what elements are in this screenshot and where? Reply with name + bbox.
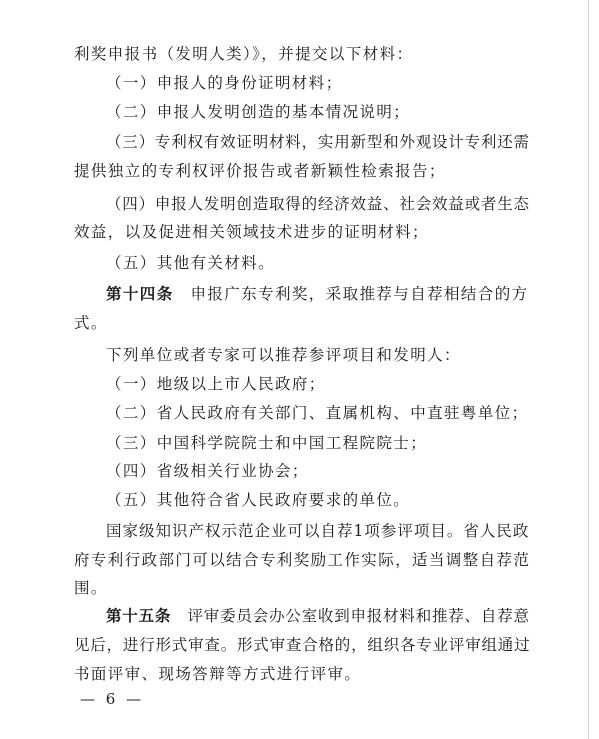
text-line: 效益，以及促进相关领域技术进步的证明材料； xyxy=(74,223,429,241)
article-14-line: 第十四条 申报广东专利奖，采取推荐与自荐相结合的方 xyxy=(106,284,529,303)
text-line: （五）其他符合省人民政府要求的单位。 xyxy=(106,491,411,509)
text-line: （四）申报人发明创造取得的经济效益、社会效益或者生态 xyxy=(106,195,530,213)
text-line: （三）专利权有效证明材料，实用新型和外观设计专利还需 xyxy=(106,133,530,151)
text-line: （一）申报人的身份证明材料； xyxy=(106,74,343,92)
text-line: 书面评审、现场答辩等方式进行评审。 xyxy=(74,665,362,683)
article-14-heading: 第十四条 xyxy=(106,284,174,303)
text-line: （一）地级以上市人民政府； xyxy=(106,375,326,393)
article-15-heading: 第十五条 xyxy=(106,606,172,625)
page-number: — 6 — xyxy=(80,690,145,708)
text-line: 国家级知识产权示范企业可以自荐1项参评项目。省人民政 xyxy=(106,522,530,540)
text-line: 围。 xyxy=(74,579,108,597)
text-line: （二）申报人发明创造的基本情况说明； xyxy=(106,103,411,121)
text-line: 利奖申报书（发明人类）》，并提交以下材料： xyxy=(74,45,414,63)
text-line: （三）中国科学院院士和中国工程院院士； xyxy=(106,434,428,452)
text-line: 府专利行政部门可以结合专利奖励工作实际，适当调整自荐范 xyxy=(74,551,531,569)
text-line: 式。 xyxy=(74,314,108,332)
text-line: 提供独立的专利权评价报告或者新颖性检索报告； xyxy=(74,162,446,180)
text-line: 下列单位或者专家可以推荐参评项目和发明人： xyxy=(106,346,461,364)
text-line: （五）其他有关材料。 xyxy=(106,254,276,272)
article-15-line: 第十五条 评审委员会办公室收到申报材料和推荐、自荐意 xyxy=(106,606,530,625)
text-line: （四）省级相关行业协会； xyxy=(106,462,309,480)
text-line: 见后，进行形式审查。形式审查合格的，组织各专业评审组通过 xyxy=(74,636,531,654)
text-line: （二）省人民政府有关部门、直属机构、中直驻粤单位； xyxy=(106,404,529,422)
page-edge xyxy=(588,0,589,739)
